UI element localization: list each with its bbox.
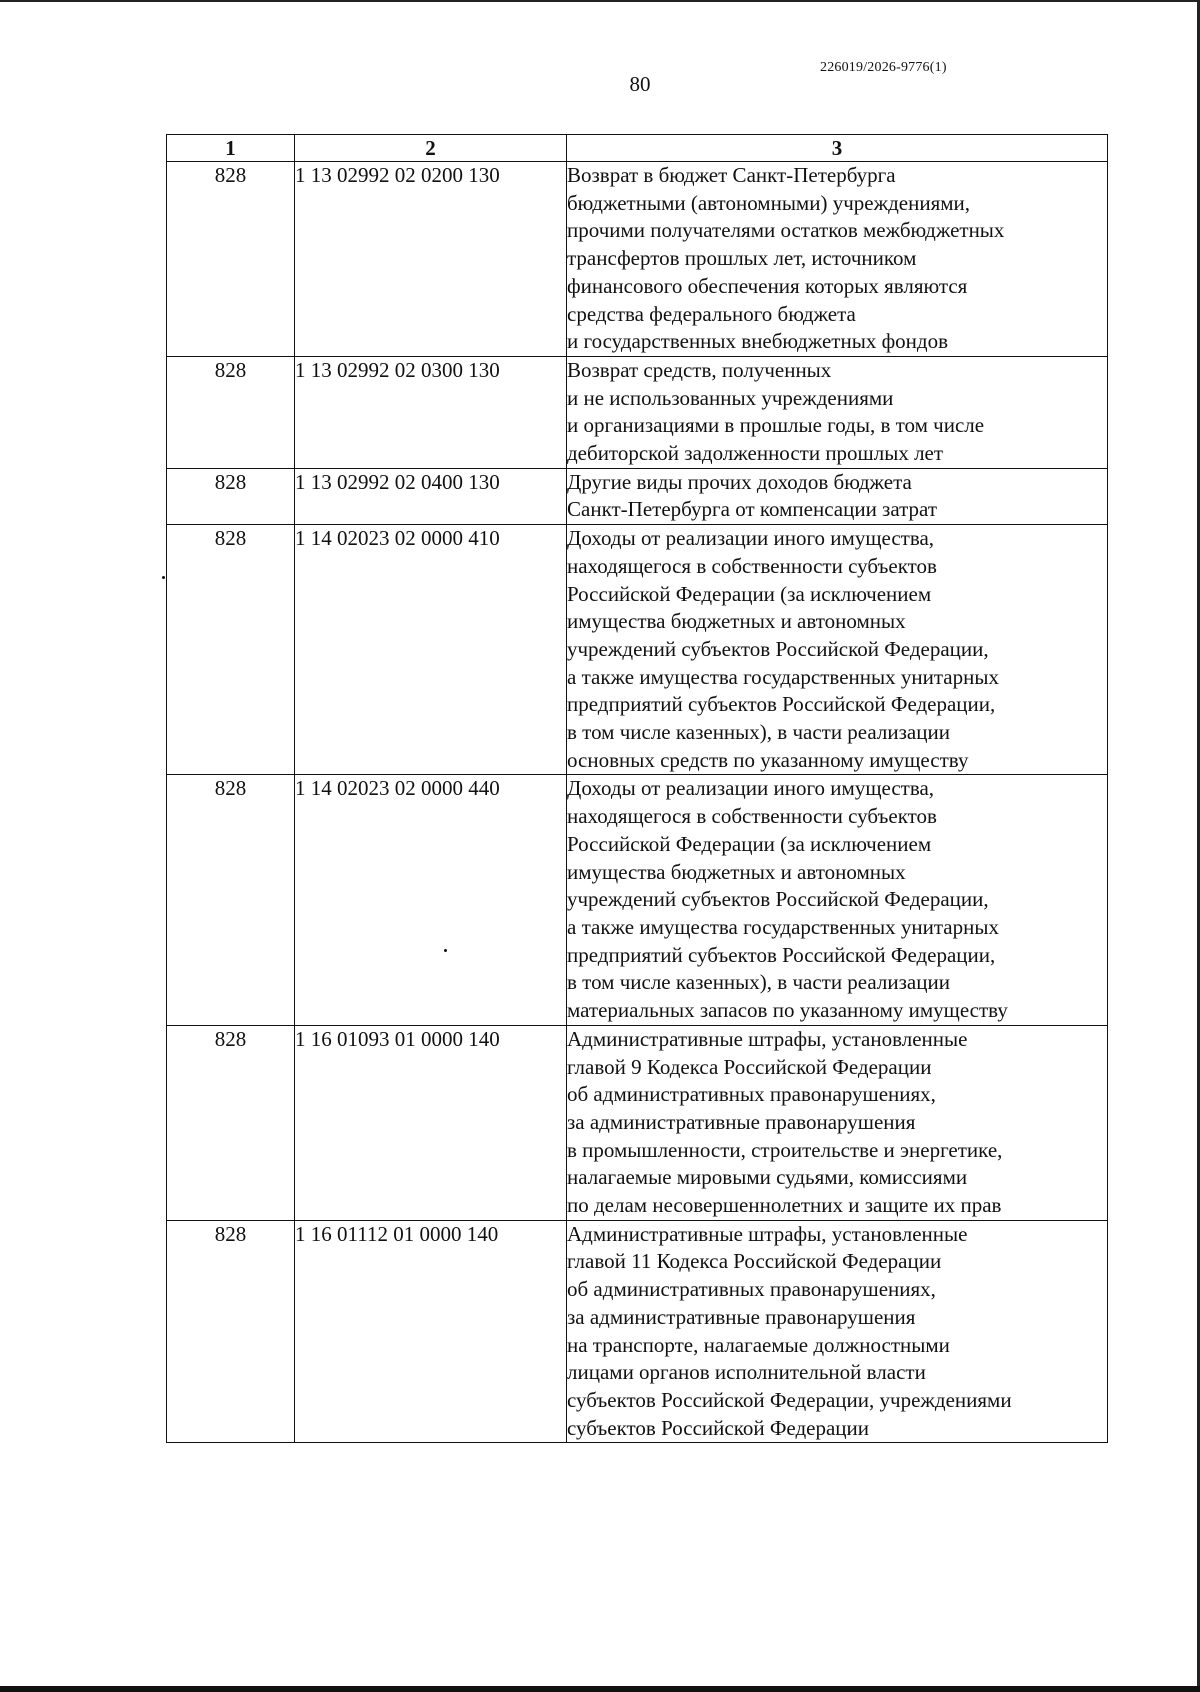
description-cell bbox=[567, 356, 1108, 468]
description-line: предприятий субъектов Российской Федерации, bbox=[567, 692, 996, 717]
description-line: за административные правонарушения bbox=[567, 1109, 916, 1134]
table-row bbox=[167, 356, 1108, 468]
admin-code-cell: 828 bbox=[167, 525, 295, 775]
description-line: учреждений субъектов Российской Федерации, bbox=[567, 887, 989, 912]
kbk-code-cell: 1 13 02992 02 0200 130 bbox=[295, 162, 567, 357]
description-cell bbox=[567, 468, 1108, 524]
description-line: трансфертов прошлых лет, источником bbox=[567, 246, 917, 271]
description-line: прочими получателями остатков межбюджетных bbox=[567, 218, 1005, 243]
description-line: субъектов Российской Федерации, учреждениями bbox=[567, 1387, 1012, 1412]
admin-code-cell: 828 bbox=[167, 1025, 295, 1220]
description-line: налагаемые мировыми судьями, комиссиями bbox=[567, 1165, 968, 1190]
table-row bbox=[167, 162, 1108, 357]
description-cell bbox=[567, 162, 1108, 357]
description-line: об административных правонарушениях, bbox=[567, 1082, 936, 1107]
table-row bbox=[167, 468, 1108, 524]
description-cell bbox=[567, 525, 1108, 775]
description-line: а также имущества государственных унитарных bbox=[567, 664, 999, 689]
description-line: субъектов Российской Федерации bbox=[567, 1415, 870, 1440]
description-line: имущества бюджетных и автономных bbox=[567, 609, 906, 634]
description-line: предприятий субъектов Российской Федерации, bbox=[567, 942, 996, 967]
admin-code-cell: 828 bbox=[167, 356, 295, 468]
table-header-row bbox=[167, 135, 1108, 162]
kbk-code-cell: 1 14 02023 02 0000 440 bbox=[295, 775, 567, 1025]
budget-codes-table bbox=[166, 134, 1108, 1443]
description-line: средства федерального бюджета bbox=[567, 301, 856, 326]
kbk-code-cell: 1 14 02023 02 0000 410 bbox=[295, 525, 567, 775]
document-number: 226019/2026-9776(1) bbox=[820, 60, 947, 75]
description-line: Возврат средств, полученных bbox=[567, 357, 832, 382]
table-row bbox=[167, 775, 1108, 1025]
description-cell bbox=[567, 775, 1108, 1025]
description-line: дебиторской задолженности прошлых лет bbox=[567, 441, 944, 466]
admin-code-cell: 828 bbox=[167, 162, 295, 357]
description-line: а также имущества государственных унитарных bbox=[567, 914, 999, 939]
column-header-3: 3 bbox=[567, 135, 1108, 162]
description-line: имущества бюджетных и автономных bbox=[567, 859, 906, 884]
admin-code-cell: 828 bbox=[167, 468, 295, 524]
description-line: Возврат в бюджет Санкт-Петербурга bbox=[567, 163, 896, 187]
scan-speck bbox=[162, 576, 165, 579]
description-line: Российской Федерации (за исключением bbox=[567, 581, 932, 606]
description-line: Доходы от реализации иного имущества, bbox=[567, 526, 935, 551]
description-line: бюджетными (автономными) учреждениями, bbox=[567, 190, 971, 215]
description-line: Российской Федерации (за исключением bbox=[567, 831, 932, 856]
column-header-2: 2 bbox=[295, 135, 567, 162]
description-line: по делам несовершеннолетних и защите их прав bbox=[567, 1193, 1002, 1218]
description-line: Административные штрафы, установленные bbox=[567, 1026, 968, 1051]
admin-code-cell: 828 bbox=[167, 1220, 295, 1443]
description-cell bbox=[567, 1220, 1108, 1443]
description-line: в том числе казенных), в части реализации bbox=[567, 970, 950, 995]
kbk-code-cell: 1 16 01093 01 0000 140 bbox=[295, 1025, 567, 1220]
description-line: Административные штрафы, установленные bbox=[567, 1221, 968, 1246]
description-line: финансового обеспечения которых являются bbox=[567, 273, 968, 298]
page-number: 80 bbox=[629, 72, 651, 96]
description-line: основных средств по указанному имуществу bbox=[567, 747, 969, 772]
scan-border-top bbox=[0, 0, 1200, 2]
description-cell bbox=[567, 1025, 1108, 1220]
description-line: Другие виды прочих доходов бюджета bbox=[567, 469, 912, 494]
description-line: находящегося в собственности субъектов bbox=[567, 553, 937, 578]
kbk-code-cell: 1 16 01112 01 0000 140 bbox=[295, 1220, 567, 1443]
description-line: лицами органов исполнительной власти bbox=[567, 1360, 926, 1385]
description-line: находящегося в собственности субъектов bbox=[567, 804, 937, 829]
table-row bbox=[167, 1220, 1108, 1443]
description-line: в промышленности, строительстве и энергетике, bbox=[567, 1137, 1003, 1162]
description-line: главой 9 Кодекса Российской Федерации bbox=[567, 1054, 932, 1079]
column-header-1: 1 bbox=[167, 135, 295, 162]
description-line: Санкт-Петербурга от компенсации затрат bbox=[567, 497, 938, 522]
description-line: материальных запасов по указанному имуществу bbox=[567, 998, 1008, 1023]
description-line: и государственных внебюджетных фондов bbox=[567, 329, 949, 354]
description-line: Доходы от реализации иного имущества, bbox=[567, 776, 935, 801]
table-row bbox=[167, 525, 1108, 775]
description-line: главой 11 Кодекса Российской Федерации bbox=[567, 1249, 942, 1274]
description-line: и организациями в прошлые годы, в том числе bbox=[567, 413, 985, 438]
description-line: учреждений субъектов Российской Федерации, bbox=[567, 636, 989, 661]
description-line: на транспорте, налагаемые должностными bbox=[567, 1332, 950, 1357]
description-line: за административные правонарушения bbox=[567, 1304, 916, 1329]
scan-border-bottom bbox=[0, 1686, 1200, 1692]
kbk-code-cell: 1 13 02992 02 0400 130 bbox=[295, 468, 567, 524]
kbk-code-cell: 1 13 02992 02 0300 130 bbox=[295, 356, 567, 468]
description-line: об административных правонарушениях, bbox=[567, 1277, 936, 1302]
table-row bbox=[167, 1025, 1108, 1220]
description-line: в том числе казенных), в части реализации bbox=[567, 720, 950, 745]
description-line: и не использованных учреждениями bbox=[567, 385, 894, 410]
admin-code-cell: 828 bbox=[167, 775, 295, 1025]
